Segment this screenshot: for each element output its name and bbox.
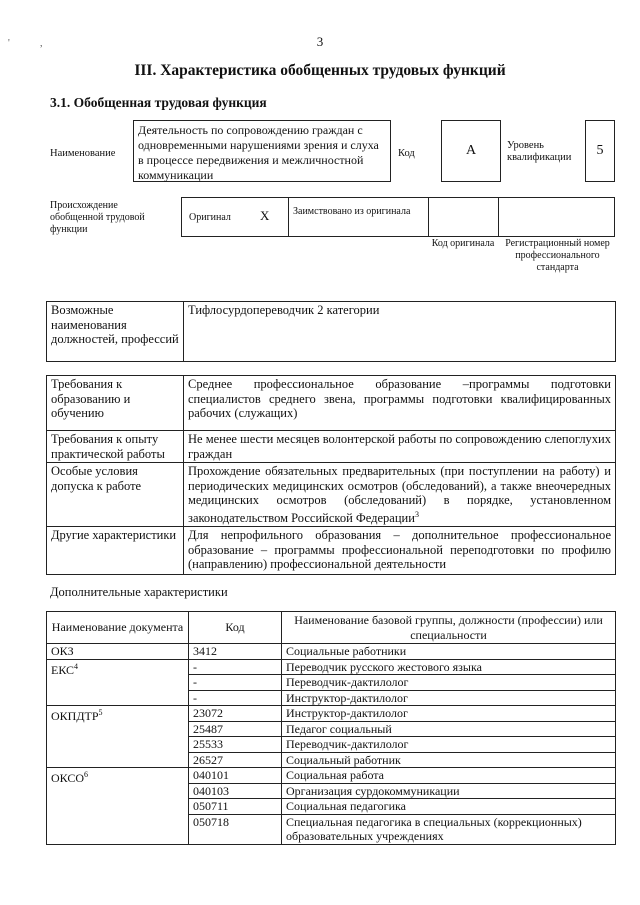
- name-cell: Педагог социальный: [282, 721, 616, 737]
- col-header-code: Код: [189, 612, 282, 644]
- code-cell: 23072: [189, 706, 282, 722]
- section-title: III. Характеристика обобщенных трудовых функций: [134, 62, 506, 79]
- table-row: [47, 659, 616, 675]
- doc-cell: [47, 768, 189, 845]
- code-value: А: [441, 120, 501, 182]
- additional-table: [46, 611, 616, 845]
- requirements-table: [46, 375, 616, 575]
- req-label: Другие характеристики: [47, 527, 184, 575]
- name-cell: Переводчик-дактилолог: [282, 675, 616, 691]
- additional-body: [47, 644, 616, 845]
- req-label: Требования к опыту практической работы: [47, 431, 184, 463]
- footnote-ref: 4: [74, 661, 79, 671]
- name-cell: Инструктор-дактилолог: [282, 690, 616, 706]
- name-cell: Инструктор-дактилолог: [282, 706, 616, 722]
- req-label: Требования к образованию и обучению: [47, 376, 184, 431]
- name-label: Наименование: [50, 148, 116, 159]
- name-cell: Переводчик-дактилолог: [282, 737, 616, 753]
- positions-value: Тифлосурдопереводчик 2 категории: [184, 302, 616, 362]
- scan-mark: ,: [40, 38, 43, 49]
- code-cell: -: [189, 690, 282, 706]
- level-label: Уровень квалификации: [507, 140, 572, 163]
- code-cell: 040101: [189, 768, 282, 784]
- req-value: Для непрофильного образования – дополнительное профессиональное образование – программы профессиональной переподготовки по профилю (направлению) профессиональной деятельности: [184, 527, 616, 575]
- code-cell: -: [189, 659, 282, 675]
- original-label: Оригинал: [189, 212, 231, 223]
- code-cell: 3412: [189, 644, 282, 660]
- name-cell: Специальная педагогика в специальных (коррекционных) образовательных учреждениях: [282, 814, 616, 844]
- code-cell: 050711: [189, 799, 282, 815]
- code-cell: 050718: [189, 814, 282, 844]
- code-original-caption: Код оригинала: [431, 238, 495, 249]
- doc-name: ОКПДТР: [51, 709, 99, 723]
- doc-name: ОКЗ: [51, 644, 74, 658]
- registration-caption: Регистрационный номер профессионального стандарта: [505, 238, 610, 273]
- req-value: [184, 463, 616, 527]
- origin-label: Происхождение обобщенной трудовой функции: [50, 200, 145, 235]
- name-cell: Организация сурдокоммуникации: [282, 783, 616, 799]
- doc-cell: [47, 706, 189, 768]
- borrowed-label: Заимствовано из оригинала: [293, 206, 411, 217]
- doc-name: ОКСО: [51, 771, 85, 785]
- req-value: Не менее шести месяцев волонтерской работы по сопровождению слепоглухих граждан: [184, 431, 616, 463]
- req-label: Особые условия допуска к работе: [47, 463, 184, 527]
- name-cell: Социальные работники: [282, 644, 616, 660]
- name-cell: Социальный работник: [282, 752, 616, 768]
- footnote-ref: 5: [98, 708, 103, 717]
- level-value: 5: [585, 120, 615, 182]
- req-value-text: Прохождение обязательных предварительных (при поступлении на работу) и периодических медицинских осмотров (обследований), а также внеочередных медицинских осмотров (обследований) в порядке, установленном законодательством Российской Федерации: [188, 464, 611, 525]
- code-cell: 25487: [189, 721, 282, 737]
- name-cell: Переводчик русского жестового языка: [282, 659, 616, 675]
- table-row: [47, 768, 616, 784]
- scan-mark: ': [8, 38, 10, 49]
- doc-name: ЕКС: [51, 662, 75, 677]
- original-mark: X: [260, 208, 270, 223]
- positions-table: [46, 301, 616, 362]
- col-header-doc: Наименование документа: [47, 612, 189, 644]
- code-cell: 040103: [189, 783, 282, 799]
- table-row: [47, 644, 616, 660]
- req-value: Среднее профессиональное образование –программы подготовки специалистов среднего звена, программы подготовки квалифицированных рабочих (служащих): [184, 376, 616, 431]
- code-cell: -: [189, 675, 282, 691]
- positions-label: Возможные наименования должностей, профессий: [47, 302, 184, 362]
- name-value: Деятельность по сопровождению граждан с одновременными нарушениями зрения и слуха в процессе передвижения и межличностной коммуникации: [133, 120, 391, 182]
- table-row: [47, 706, 616, 722]
- subsection-title: 3.1. Обобщенная трудовая функция: [50, 95, 267, 110]
- name-cell: Социальная педагогика: [282, 799, 616, 815]
- doc-cell: [47, 644, 189, 660]
- code-cell: 25533: [189, 737, 282, 753]
- doc-cell: [47, 659, 189, 706]
- footnote-ref: 6: [84, 770, 89, 779]
- code-cell: 26527: [189, 752, 282, 768]
- name-cell: Социальная работа: [282, 768, 616, 784]
- page-number: 3: [316, 34, 324, 49]
- col-header-name: Наименование базовой группы, должности (профессии) или специальности: [282, 612, 616, 644]
- additional-title: Дополнительные характеристики: [50, 585, 228, 599]
- code-label: Код: [398, 148, 415, 159]
- footnote-ref: 3: [414, 509, 419, 519]
